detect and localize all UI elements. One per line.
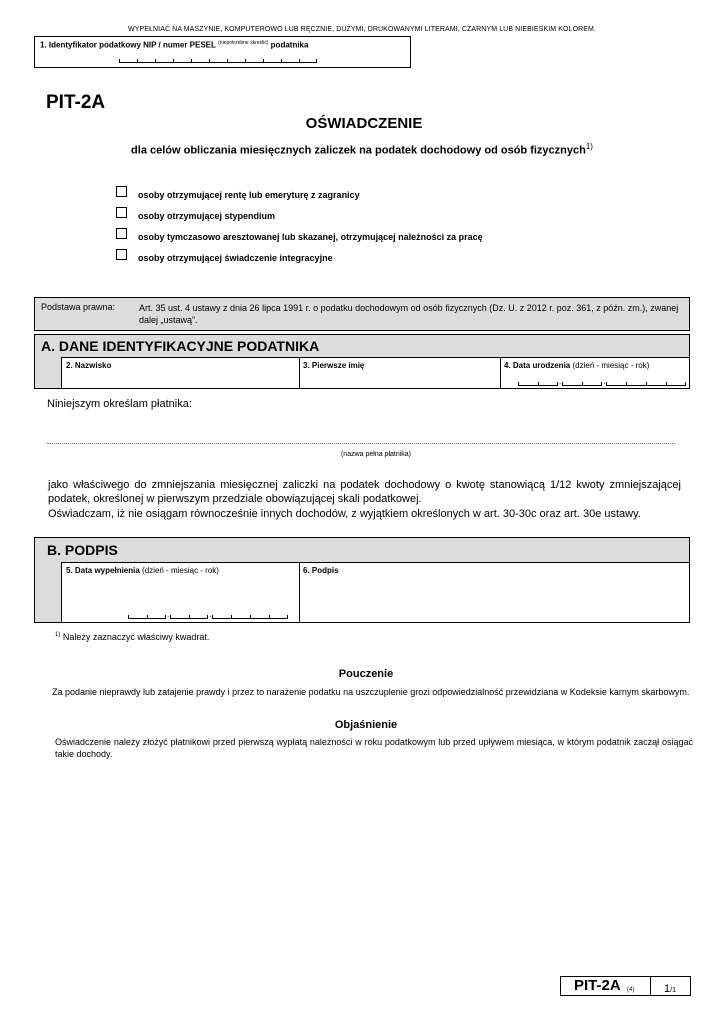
option-item[interactable] — [115, 206, 455, 222]
surname-field[interactable] — [62, 358, 300, 388]
footer-form-id — [560, 976, 691, 996]
checkbox[interactable] — [116, 249, 127, 260]
first-name-label: 3. Pierwsze imię — [303, 361, 365, 370]
page-subtitle: dla celów obliczania miesięcznych zaliczek na podatek dochodowy od osób fizycznych$^{1)}$ — [131, 142, 593, 157]
birth-date-hint: (dzień - miesiąc - rok) — [572, 361, 650, 370]
option-label: osoby otrzymującej stypendium — [138, 211, 276, 221]
birth-date-label: 4. Data urodzenia — [504, 361, 571, 370]
surname-label: 2. Nazwisko — [66, 361, 112, 370]
first-name-field[interactable] — [299, 358, 501, 388]
birth-date-boxes: . . — [518, 378, 686, 386]
taxpayer-id-label: 1. Identyfikator podatkowy NIP / numer PESEL — [40, 40, 216, 50]
option-item[interactable] — [115, 185, 455, 201]
checkbox[interactable] — [116, 186, 127, 197]
fill-date-field[interactable] — [62, 563, 300, 622]
objasnienie-text: Oświadczenie należy złożyć płatnikowi przed pierwszą wypłatą należności w roku podatkowym lub przed upływem miesiąca, w którym podatnik zaczął osiągać takie dochody. — [55, 737, 693, 759]
footnote-marker: 1) — [55, 632, 61, 638]
signature-field[interactable] — [299, 563, 689, 622]
option-label: osoby otrzymującej rentę lub emeryturę z zagranicy — [138, 190, 360, 200]
legal-basis — [34, 297, 690, 331]
fill-instruction: WYPEŁNIAĆ NA MASZYNIE, KOMPUTEROWO LUB RĘCZNIE, DUŻYMI, DRUKOWANYMI LITERAMI, CZARNYM LUB NIEBIESKIM KOLOREM. — [127, 26, 597, 33]
section-a — [34, 334, 690, 389]
checkbox[interactable] — [116, 207, 127, 218]
statement-1: jako właściwego do zmniejszania miesięcznej zaliczki na podatek dochodowy o kwotę stanowiącą 1/12 kwoty zmniejszającej podatek, określonej w pierwszym przedziale obowiązującej skali podatkowej. — [48, 479, 681, 505]
page-count: /1 — [670, 987, 676, 994]
objasnienie-title: Objaśnienie — [334, 719, 398, 731]
section-b-title: B. PODPIS — [47, 542, 118, 558]
section-a-title: A. DANE IDENTYFIKACYJNE PODATNIKA — [41, 338, 320, 354]
footnote — [55, 632, 209, 642]
option-label: osoby tymczasowo aresztowanej lub skazanej, otrzymującej należności za pracę — [138, 232, 483, 242]
page-number: 1 — [664, 983, 671, 995]
footer-form-version: (4) — [627, 987, 635, 993]
section-b — [34, 537, 690, 623]
subtitle-footnote-ref: 1) — [585, 142, 593, 151]
taxpayer-id-field[interactable] — [34, 36, 411, 68]
checkbox[interactable] — [116, 228, 127, 239]
statement-2: Oświadczam, iż nie osiągam równocześnie innych dochodów, z wyjątkiem określonych w art. 30-30c oraz art. 30e ustawy. — [48, 508, 641, 520]
taxpayer-id-suffix: podatnika — [270, 40, 309, 50]
option-label: osoby otrzymującej świadczenie integracyjne — [138, 253, 333, 263]
pouczenie-text: Za podanie nieprawdy lub zatajenie prawdy i przez to narażenie podatku na uszczuplenie grozi odpowiedzialność przewidziana w Kodeksie karnym skarbowym. — [52, 687, 690, 697]
fill-date-label: 5. Data wypełnienia — [66, 566, 140, 575]
footer-form-code: PIT-2A — [574, 977, 621, 994]
fill-date-hint: (dzień - miesiąc - rok) — [142, 566, 219, 575]
payer-intro: Niniejszym określam płatnika: — [47, 398, 192, 410]
fill-date-boxes: . . — [128, 611, 288, 619]
form-code: PIT-2A — [46, 92, 106, 113]
payer-caption: (nazwa pełna płatnika) — [340, 451, 412, 458]
option-item[interactable] — [115, 248, 455, 264]
birth-date-field[interactable] — [500, 358, 689, 388]
pouczenie-title: Pouczenie — [338, 668, 394, 680]
option-item[interactable] — [115, 227, 515, 243]
legal-basis-text: Art. 35 ust. 4 ustawy z dnia 26 lipca 1991 r. o podatku dochodowym od osób fizycznych (Dz. U. z 2012 r. poz. 361, z późn. zm.), zwanej dalej „ustawą”. — [139, 303, 679, 325]
footnote-text: Należy zaznaczyć właściwy kwadrat. — [62, 632, 210, 642]
signature-label: 6. Podpis — [303, 566, 339, 575]
legal-basis-label: Podstawa prawna: — [41, 302, 116, 312]
taxpayer-id-note: (niepotrzebne skreślić) — [218, 40, 269, 46]
page-title: OŚWIADCZENIE — [305, 115, 423, 132]
taxpayer-id-digit-boxes — [119, 59, 317, 63]
payer-name-line[interactable] — [47, 441, 675, 444]
